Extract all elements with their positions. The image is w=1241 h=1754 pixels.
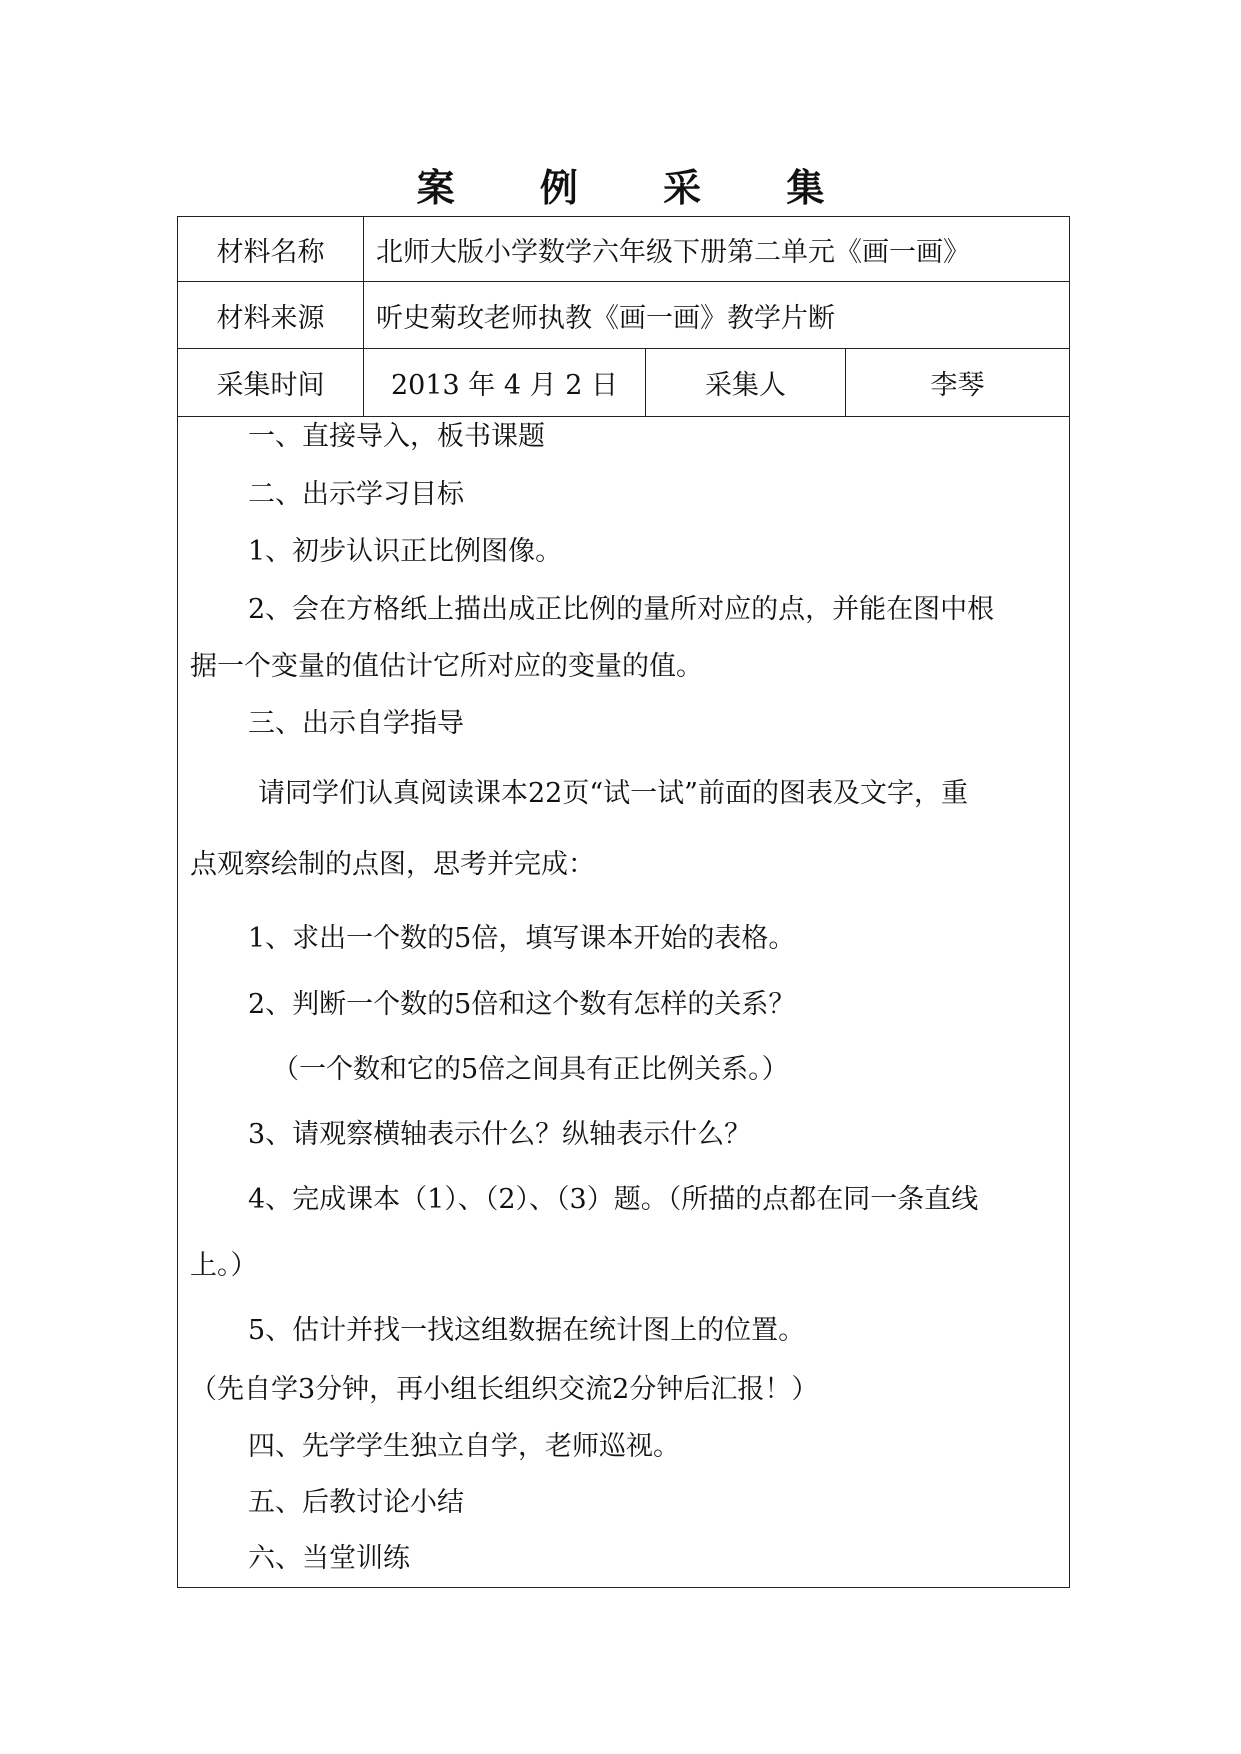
collector-label: 采集人 [646, 349, 846, 416]
material-source-label: 材料来源 [178, 282, 364, 348]
content-line: 一、直接导入，板书课题 [248, 421, 545, 452]
content-line: 三、出示自学指导 [248, 708, 464, 739]
material-source-value: 听史菊玫老师执教《画一画》教学片断 [376, 302, 835, 334]
content-line: 二、出示学习目标 [248, 479, 464, 510]
content-line: 六、当堂训练 [248, 1543, 410, 1574]
collect-time-label: 采集时间 [178, 349, 364, 416]
collect-time-value: 2013 年 4 月 2 日 [364, 349, 646, 416]
content-line: （一个数和它的5倍之间具有正比例关系。） [272, 1054, 789, 1085]
content-line: 1、求出一个数的5倍，填写课本开始的表格。 [248, 923, 796, 954]
content-line: 5、估计并找一找这组数据在统计图上的位置。 [248, 1315, 806, 1346]
collect-info-row [178, 349, 1069, 417]
case-content [178, 417, 1069, 1587]
material-name-label: 材料名称 [178, 217, 364, 281]
material-name-value: 北师大版小学数学六年级下册第二单元《画一画》 [376, 236, 970, 268]
material-source-row [178, 282, 1069, 349]
content-line: 上。） [190, 1250, 258, 1281]
document-title: 案 例 采 集 [416, 165, 861, 210]
material-name-row [178, 217, 1069, 282]
content-line: 四、先学学生独立自学，老师巡视。 [248, 1431, 680, 1462]
content-line: 2、会在方格纸上描出成正比例的量所对应的点，并能在图中根 [248, 594, 995, 625]
content-line: 五、后教讨论小结 [248, 1487, 464, 1518]
content-line: 3、请观察横轴表示什么？纵轴表示什么？ [248, 1119, 752, 1150]
content-line: 点观察绘制的点图，思考并完成： [190, 849, 595, 880]
collector-value: 李琴 [930, 370, 985, 401]
content-line: 请同学们认真阅读课本22页“试一试”前面的图表及文字，重 [258, 778, 968, 809]
content-line: （先自学3分钟，再小组长组织交流2分钟后汇报！） [190, 1374, 819, 1405]
content-line: 1、初步认识正比例图像。 [248, 536, 563, 567]
content-line: 4、完成课本（1）、（2）、（3）题。（所描的点都在同一条直线 [248, 1184, 979, 1215]
case-collection-form [177, 216, 1070, 1588]
content-line: 2、判断一个数的5倍和这个数有怎样的关系？ [248, 989, 796, 1020]
content-line: 据一个变量的值估计它所对应的变量的值。 [190, 651, 703, 682]
